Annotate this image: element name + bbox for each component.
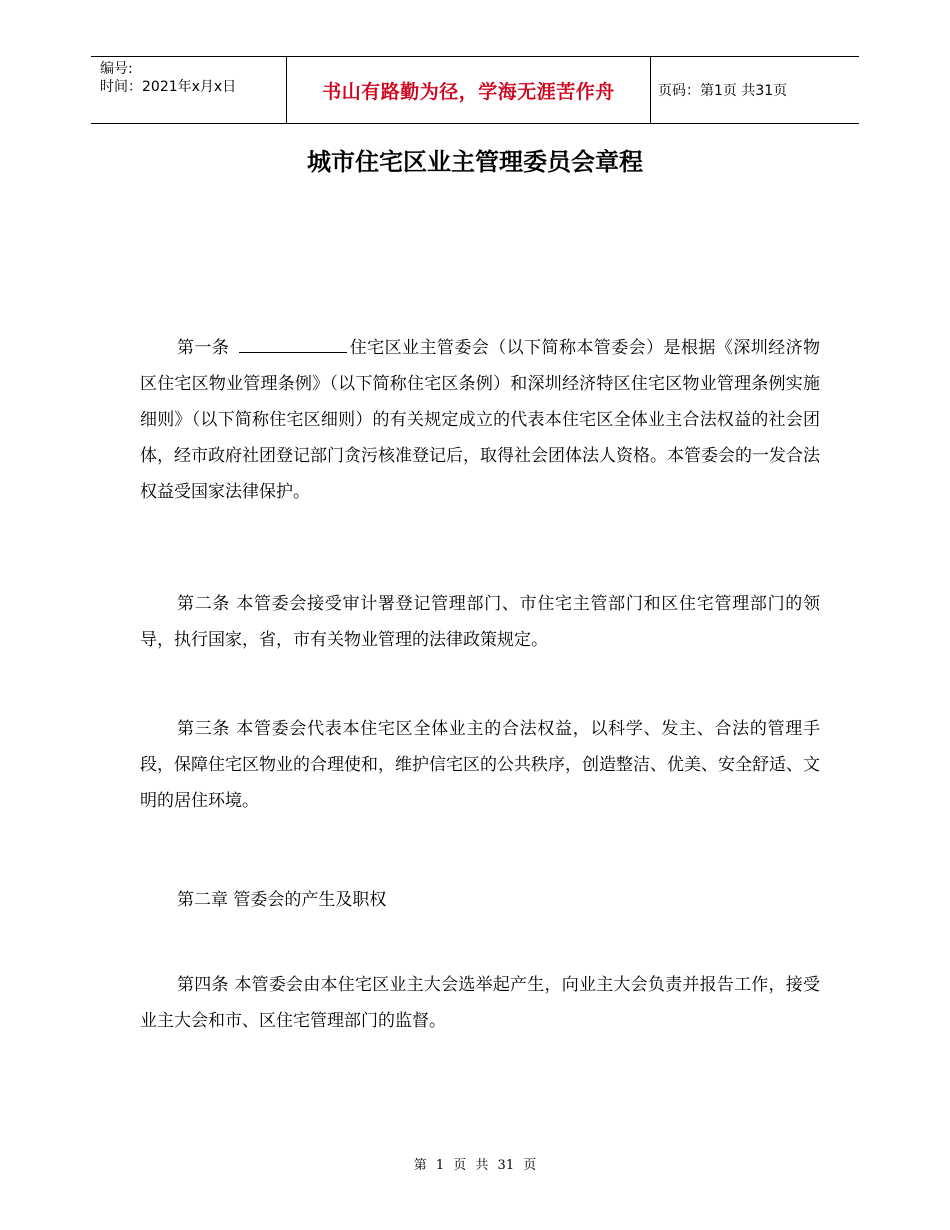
header-motto-cell [286, 57, 651, 123]
article-3: 第三条 本管委会代表本住宅区全体业主的合法权益，以科学、发主、合法的管理手段，保障住宅区物业的合理使和，维护信宅区的公共秩序，创造整洁、优美、安全舒适、文明的居住环境。 [140, 719, 820, 811]
article-1-label: 第一条 [177, 338, 230, 358]
header-motto: 书山有路勤为径，学海无涯苦作舟 [322, 80, 615, 103]
article-1 [140, 330, 820, 510]
document-title: 城市住宅区业主管理委员会章程 [307, 148, 643, 176]
chapter-2-heading: 第二章 管委会的产生及职权 [177, 890, 387, 910]
article-1-text: 住宅区业主管委会（以下简称本管委会）是根据《深圳经济物区住宅区物业管理条例》（以下简称住宅区条例）和深圳经济特区住宅区物业管理条例实施细则》（以下简称住宅区细则）的有关规定成立的代表本住宅区全体业主合法权益的社会团体，经市政府社团登记部门贪污核准登记后，取得社会团体法人资格。本管委会的一发合法权益受国家法律保护。 [140, 338, 821, 502]
document-time: 时间：2021年x月x日 [100, 79, 237, 95]
article-2: 第二条 本管委会接受审计署登记管理部门、市住宅主管部门和区住宅管理部门的领导，执行国家，省，市有关物业管理的法律政策规定。 [140, 594, 820, 650]
header-page-info: 页码：第1页 共31页 [658, 83, 788, 99]
page-header [91, 56, 859, 124]
fill-in-blank [239, 334, 347, 353]
page-footer: 第 1 页 共 31 页 [413, 1158, 537, 1173]
header-meta [91, 57, 286, 123]
header-page-cell [650, 57, 859, 123]
article-4: 第四条 本管委会由本住宅区业主大会选举起产生，向业主大会负责并报告工作，接受业主大会和市、区住宅管理部门的监督。 [140, 975, 820, 1031]
document-number-label: 编号: [100, 61, 133, 77]
